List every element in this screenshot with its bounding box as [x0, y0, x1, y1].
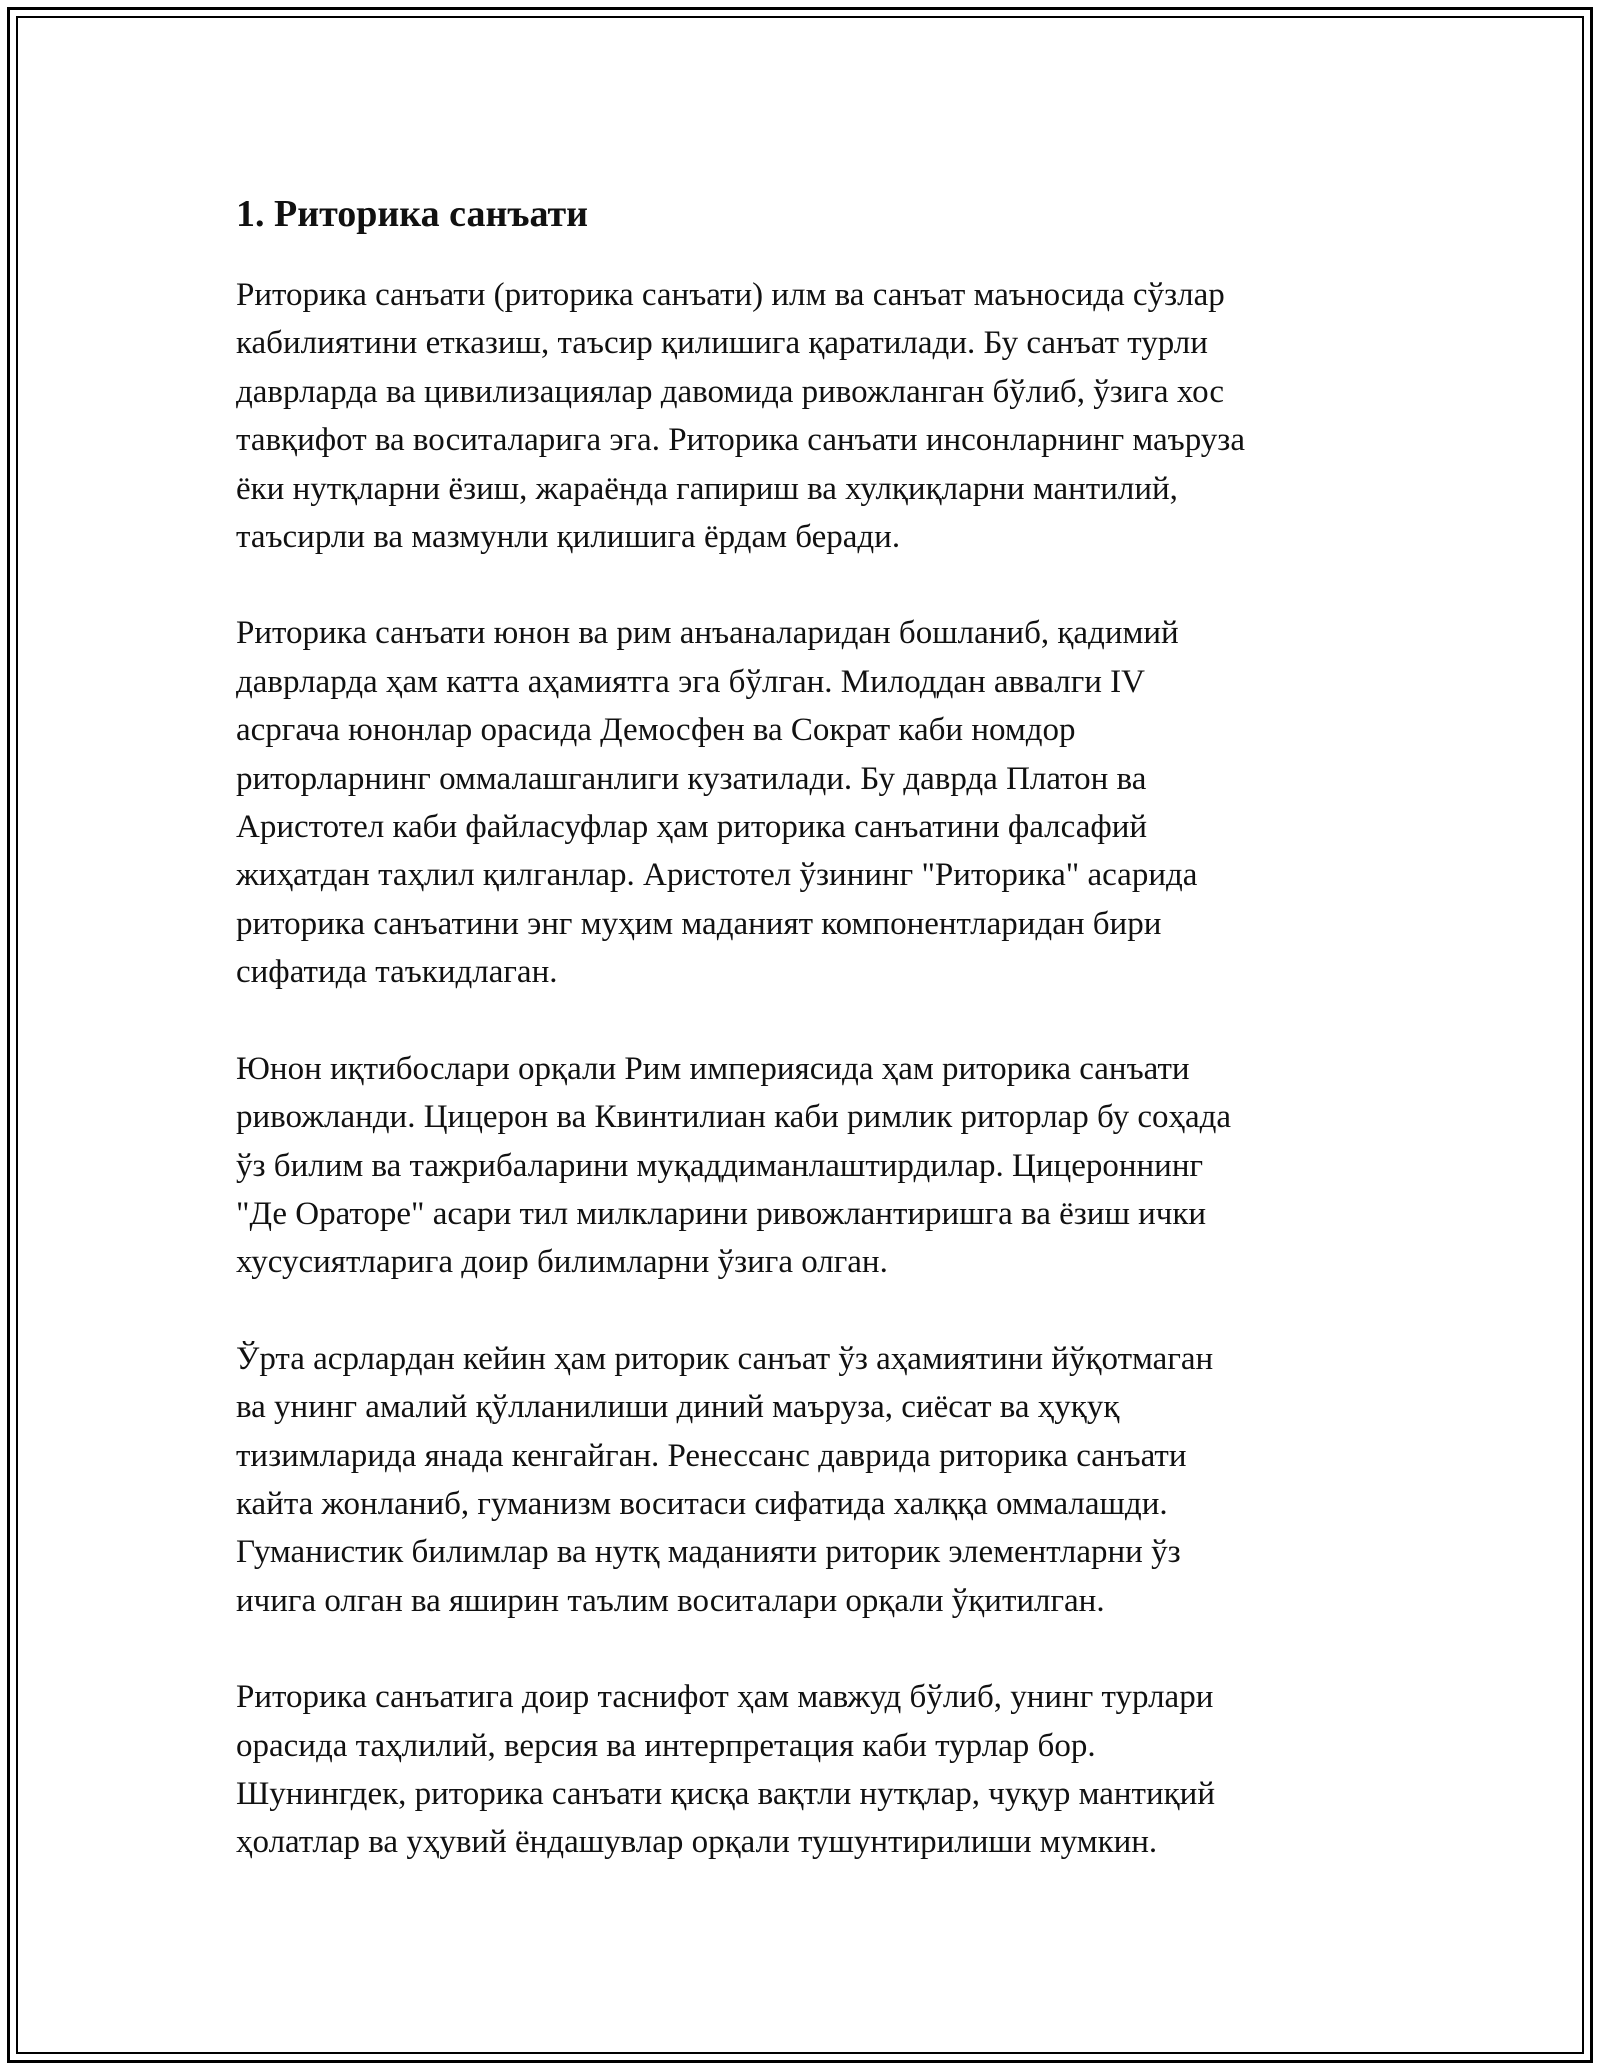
text-line: даврларда ҳам катта аҳамиятга эга бўлган. Милоддан аввалги IV	[236, 663, 1145, 700]
text-line: Гуманистик билимлар ва нутқ маданияти риторик элементларни ўз	[236, 1534, 1181, 1571]
paragraph-1	[236, 271, 1376, 561]
text-line: ёки нутқларни ёзиш, жараёнда гапириш ва хулқиқларни мантилий,	[236, 470, 1178, 507]
text-line: ичига олган ва яширин таълим воситалари орқали ўқитилган.	[236, 1582, 1105, 1619]
paragraph-4	[236, 1335, 1376, 1625]
text-line: тизимларида янада кенгайган. Ренессанс даврида риторика санъати	[236, 1437, 1187, 1474]
text-line: сифатида таъкидлаган.	[236, 954, 558, 991]
text-line: жиҳатдан таҳлил қилганлар. Аристотел ўзининг "Риторика" асарида	[236, 857, 1198, 894]
text-line: ўз билим ва тажрибаларини муқаддиманлаштирдилар. Цицероннинг	[236, 1147, 1204, 1184]
text-line: Шунингдек, риторика санъати қисқа вақтли нутқлар, чуқур мантиқий	[236, 1775, 1215, 1812]
text-line: кабилиятини етказиш, таъсир қилишига қаратилади. Бу санъат турли	[236, 325, 1208, 362]
text-line: асргача юнонлар орасида Демосфен ва Сократ каби номдор	[236, 712, 1076, 749]
document-body	[236, 186, 1376, 1915]
text-line: хусусиятларига доир билимларни ўзига олган.	[236, 1244, 888, 1281]
text-line: Риторика санъати (риторика санъати) илм ва санъат маъносида сўзлар	[236, 277, 1225, 313]
text-line: ривожланди. Цицерон ва Квинтилиан каби римлик риторлар бу соҳада	[236, 1099, 1232, 1136]
text-line: кайта жонланиб, гуманизм воситаси сифатида халққа оммалашди.	[236, 1485, 1168, 1522]
text-line: Аристотел каби файласуфлар ҳам риторика санъатини фалсафий	[236, 809, 1148, 846]
text-line: орасида таҳлилий, версия ва интерпретация каби турлар бор.	[236, 1727, 1096, 1764]
text-line: Риторика санъати юнон ва рим анъаналаридан бошланиб, қадимий	[236, 615, 1179, 652]
paragraph-5	[236, 1673, 1376, 1867]
text-line: тавқифот ва воситаларига эга. Риторика санъати инсонларнинг маъруза	[236, 422, 1245, 459]
text-line: Риторика санъатига доир таснифот ҳам мавжуд бўлиб, унинг турлари	[236, 1679, 1214, 1716]
text-line: "Де Ораторе" асари тил милкларини ривожлантиришга ва ёзиш ички	[236, 1195, 1207, 1232]
text-line: ва унинг амалий қўлланилиши диний маъруза, сиёсат ва ҳуқуқ	[236, 1389, 1120, 1426]
text-line: даврларда ва цивилизациялар давомида ривожланган бўлиб, ўзига хос	[236, 373, 1225, 410]
text-line: риторларнинг оммалашганлиги кузатилади. Бу даврда Платон ва	[236, 760, 1147, 797]
section-title: 1. Риторика санъати	[236, 193, 589, 235]
paragraph-2	[236, 609, 1376, 996]
text-line: Юнон иқтибослари орқали Рим империясида ҳам риторика санъати	[236, 1050, 1190, 1087]
paragraph-3	[236, 1045, 1376, 1287]
text-line: таъсирли ва мазмунли қилишига ёрдам беради.	[236, 519, 901, 556]
text-line: риторика санъатини энг муҳим маданият компонентларидан бири	[236, 905, 1162, 942]
text-line: Ўрта асрлардан кейин ҳам риторик санъат ўз аҳамиятини йўқотмаган	[236, 1340, 1214, 1377]
text-line: ҳолатлар ва уҳувий ёндашувлар орқали тушунтирилиши мумкин.	[236, 1824, 1158, 1861]
